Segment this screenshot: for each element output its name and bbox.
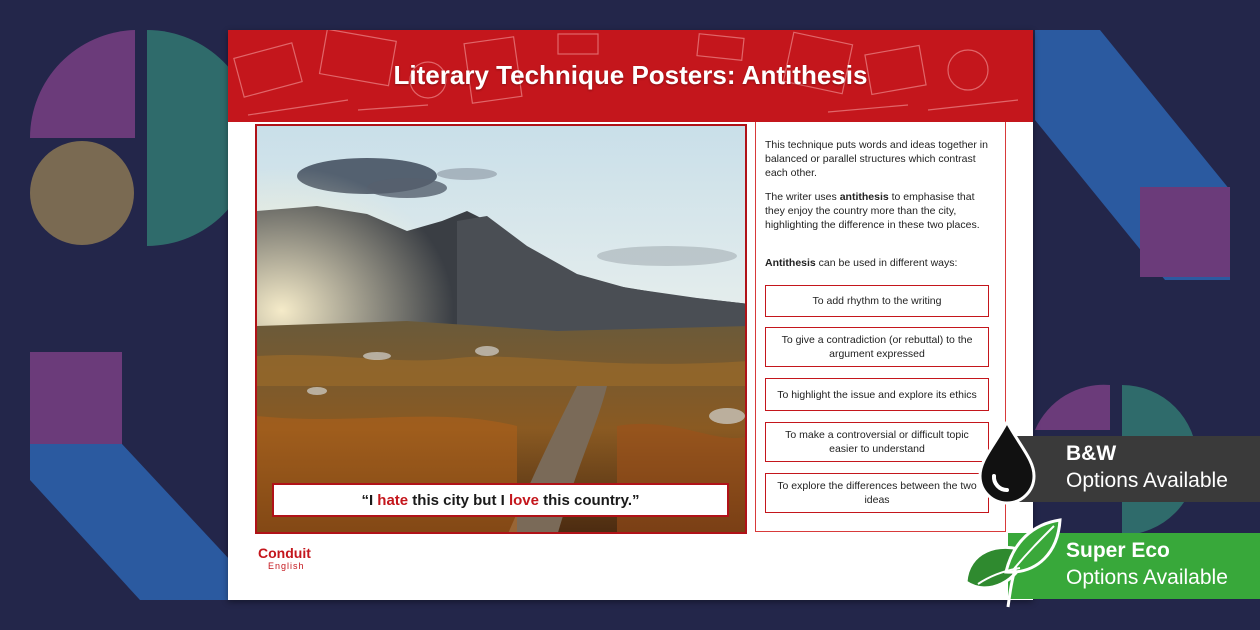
title-banner [228, 30, 1033, 122]
logo-sub: English [268, 561, 305, 571]
use-item: To add rhythm to the writing [765, 285, 989, 317]
use-item: To make a controversial or difficult topic easier to understand [765, 422, 989, 462]
bw-badge-subtitle: Options Available [1066, 469, 1228, 492]
landscape-photo [255, 124, 747, 534]
explanation-bold: antithesis [839, 191, 889, 203]
quote-close: this country.” [538, 491, 640, 509]
conduit-logo [258, 545, 311, 571]
logo-main: Conduit [258, 545, 311, 561]
ways-heading [765, 256, 991, 270]
explanation-post: to emphasise that they enjoy the country more than the city, highlighting the difference in these two places. [765, 191, 980, 231]
explanation-pre: The writer uses [765, 191, 840, 203]
quote-word-hate: hate [377, 491, 409, 509]
eco-badge-subtitle: Options Available [1066, 566, 1228, 589]
ways-heading-text: can be used in different ways: [815, 257, 958, 269]
quote-middle: this city but I [408, 491, 509, 509]
quote-open: “I [361, 491, 378, 509]
eco-badge-title: Super Eco [1066, 539, 1170, 562]
intro-text: This technique puts words and ideas together in balanced or parallel structures which contrast each other. [765, 139, 988, 179]
quote-word-love: love [508, 491, 539, 509]
explanation-text [765, 190, 991, 232]
use-item: To explore the differences between the two ideas [765, 473, 989, 513]
use-item: To highlight the issue and explore its ethics [765, 378, 989, 411]
ink-drop-icon [972, 418, 1042, 508]
use-item: To give a contradiction (or rebuttal) to the argument expressed [765, 327, 989, 367]
leaf-icon [958, 512, 1068, 622]
ways-heading-bold: Antithesis [765, 257, 816, 269]
quote-box [272, 483, 729, 517]
bw-badge-title: B&W [1066, 442, 1117, 465]
poster [228, 30, 1033, 600]
poster-title: Literary Technique Posters: Antithesis [393, 60, 868, 90]
bw-options-badge [1008, 436, 1260, 502]
